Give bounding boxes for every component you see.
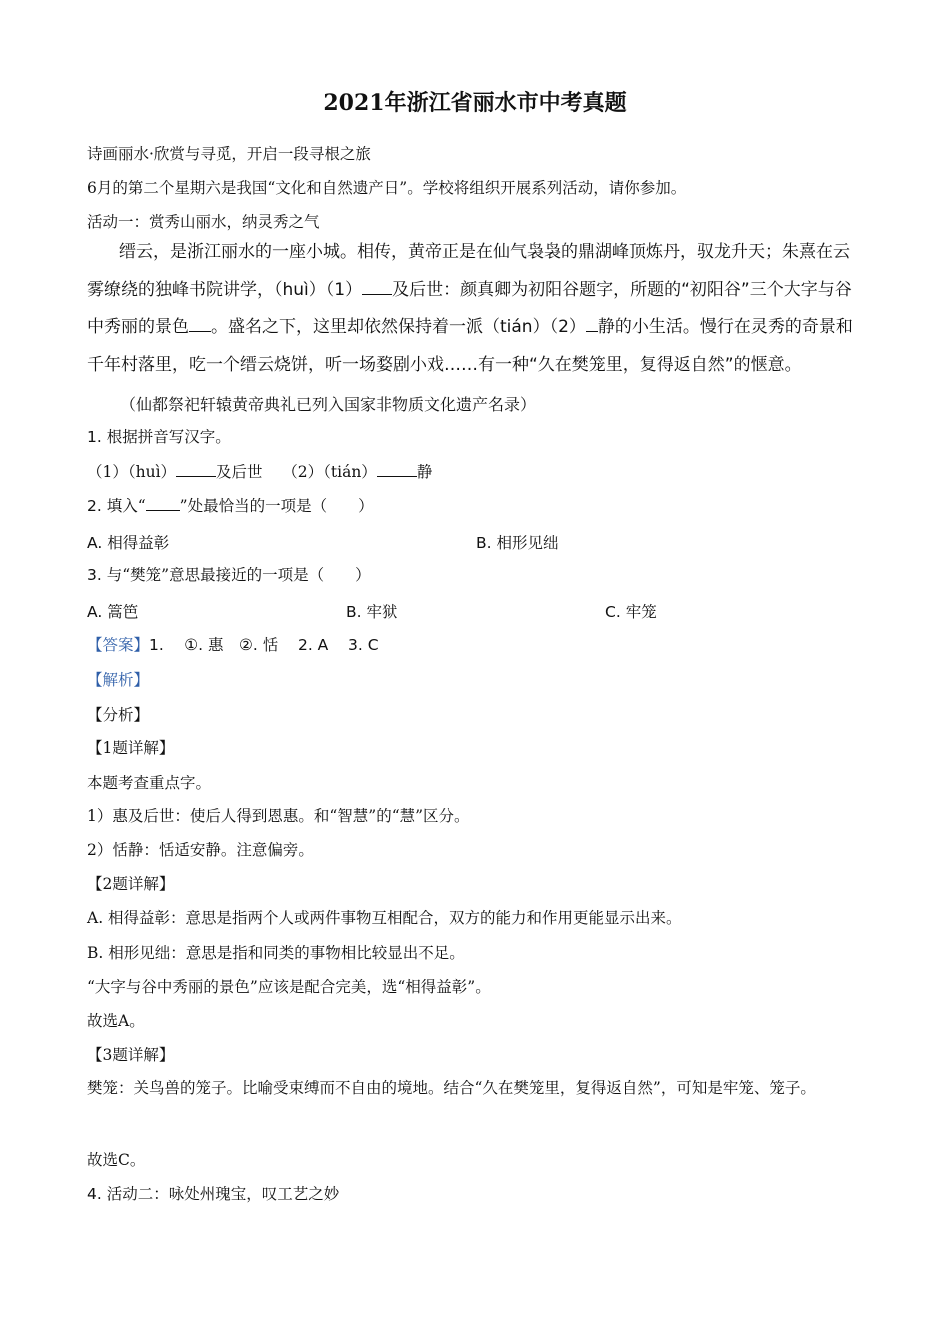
analysis-label: 【解析】 bbox=[87, 671, 150, 689]
intro-line-2: 6月的第二个星期六是我国“文化和自然遗产日”。学校将组织开展系列活动，请你参加。 bbox=[87, 179, 687, 197]
detail-3-heading: 【3题详解】 bbox=[87, 1046, 175, 1064]
detail-1-line-1: 本题考查重点字。 bbox=[87, 774, 212, 792]
question-2 bbox=[87, 496, 374, 516]
q1-blank-2[interactable] bbox=[377, 462, 417, 477]
answer-3: 3. C bbox=[348, 636, 379, 654]
detail-2-heading: 【2题详解】 bbox=[87, 875, 175, 893]
question-1 bbox=[87, 427, 231, 447]
q1-blank-1[interactable] bbox=[176, 462, 216, 477]
q2-option-a[interactable] bbox=[87, 531, 169, 553]
passage-blank-3 bbox=[586, 317, 598, 332]
q1-part2-suffix: 静 bbox=[416, 463, 433, 481]
detail-1-line-2: 1）惠及后世：使后人得到恩惠。和“智慧”的“慧”区分。 bbox=[87, 807, 470, 825]
detail-3-line-1: 樊笼：关鸟兽的笼子。比喻受束缚而不自由的境地。结合“久在樊笼里，复得返自然”，可知是牢笼、笼子。 bbox=[87, 1079, 816, 1097]
q4-number: 4. bbox=[87, 1185, 102, 1203]
detail-2-line-2: B. 相形见绌：意思是指和同类的事物相比较显出不足。 bbox=[87, 944, 465, 962]
q3-option-c[interactable] bbox=[605, 600, 657, 622]
answer-1: 1. ①. 惠 ②. 恬 bbox=[149, 636, 279, 654]
detail-1-line-3: 2）恬静：恬适安静。注意偏旁。 bbox=[87, 841, 314, 859]
q2-text-2: ”处最恰当的一项是（ ） bbox=[179, 497, 374, 515]
q2-option-a-key: A. bbox=[87, 534, 103, 552]
passage-text-a: 缙云，是浙江丽水的一座小城。相传，黄帝正是在仙气袅袅的鼎湖峰顶炼丹，驭龙升天；朱熹在云雾缭绕的独峰书院讲学，（huì）（1） bbox=[87, 242, 850, 300]
question-3 bbox=[87, 565, 371, 585]
page-title: 2021年浙江省丽水市中考真题 bbox=[323, 90, 627, 116]
passage-blank-2 bbox=[189, 317, 211, 332]
analysis-fenxi: 【分析】 bbox=[87, 706, 150, 724]
q4-text: 活动二：咏处州瑰宝，叹工艺之妙 bbox=[106, 1185, 340, 1203]
passage bbox=[87, 234, 862, 384]
q3-option-a-key: A. bbox=[87, 603, 103, 621]
q1-part2-prefix: （2）（tián） bbox=[282, 463, 377, 481]
q1-blanks bbox=[87, 462, 432, 482]
detail-2-line-3: “大字与谷中秀丽的景色”应该是配合完美，选“相得益彰”。 bbox=[87, 978, 491, 996]
q2-option-a-text: 相得益彰 bbox=[107, 534, 170, 552]
q3-option-c-text: 牢笼 bbox=[625, 603, 657, 621]
detail-3-line-2: 故选C。 bbox=[87, 1151, 146, 1169]
answer-line bbox=[87, 635, 379, 655]
q3-option-b[interactable] bbox=[346, 600, 398, 622]
q3-option-a[interactable] bbox=[87, 600, 138, 622]
intro-line-1: 诗画丽水·欣赏与寻觅，开启一段寻根之旅 bbox=[87, 145, 371, 163]
passage-note: （仙都祭祀轩辕黄帝典礼已列入国家非物质文化遗产名录） bbox=[120, 395, 537, 414]
passage-blank-1 bbox=[362, 280, 392, 295]
q2-text: 填入“ bbox=[106, 497, 146, 515]
q2-option-b[interactable] bbox=[476, 531, 559, 553]
q3-option-b-key: B. bbox=[346, 603, 362, 621]
q1-text: 根据拼音写汉字。 bbox=[106, 428, 231, 446]
question-4 bbox=[87, 1184, 339, 1204]
q2-option-b-key: B. bbox=[476, 534, 492, 552]
q1-part1-prefix: （1）（huì） bbox=[87, 463, 177, 481]
detail-1-heading: 【1题详解】 bbox=[87, 739, 175, 757]
q1-number: 1. bbox=[87, 428, 102, 446]
q3-option-c-key: C. bbox=[605, 603, 621, 621]
passage-text-d: 静的小生活。慢行在灵秀的奇景和千年村落里，吃一个缙云烧饼，听一场婺剧小戏……有一种“久在樊笼里，复得返自然”的惬意。 bbox=[87, 317, 853, 375]
answer-label: 【答案】 bbox=[87, 636, 150, 654]
q2-blank bbox=[146, 496, 180, 511]
q3-option-b-text: 牢狱 bbox=[366, 603, 398, 621]
q3-number: 3. bbox=[87, 566, 102, 584]
detail-2-line-1: A. 相得益彰：意思是指两个人或两件事物互相配合，双方的能力和作用更能显示出来。 bbox=[87, 909, 682, 927]
q3-text: 与“樊笼”意思最接近的一项是（ ） bbox=[106, 566, 371, 584]
passage-text-b: 及后世：颜真卿为初阳谷题字，所题的“初阳谷”三个大字与谷中秀丽的景色 bbox=[87, 279, 852, 337]
q3-option-a-text: 篙笆 bbox=[107, 603, 139, 621]
q1-part1-suffix: 及后世 bbox=[216, 463, 263, 481]
intro-line-3: 活动一：赏秀山丽水，纳灵秀之气 bbox=[87, 213, 320, 231]
q2-number: 2. bbox=[87, 497, 102, 515]
answer-2: 2. A bbox=[297, 636, 329, 654]
passage-text-c: 。盛名之下，这里却依然保持着一派（tián）（2） bbox=[211, 317, 586, 337]
q2-option-b-text: 相形见绌 bbox=[496, 534, 559, 552]
detail-2-line-4: 故选A。 bbox=[87, 1012, 145, 1030]
